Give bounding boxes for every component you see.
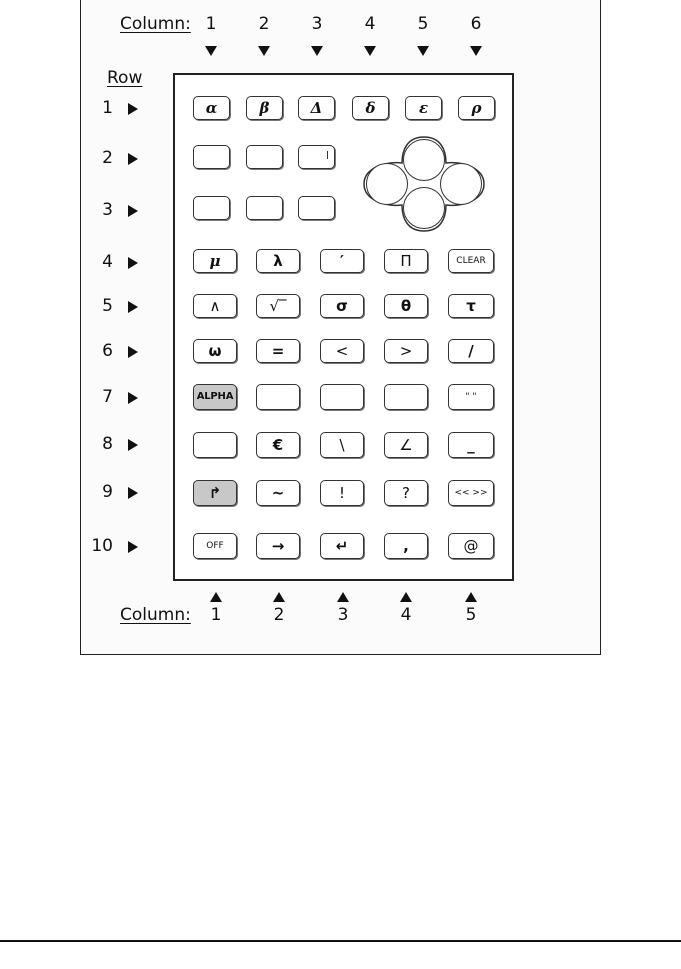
up-arrow-icon (210, 592, 222, 602)
key-label: OFF (206, 540, 224, 551)
key-label: CLEAR (456, 255, 486, 266)
key-label: @ (463, 536, 479, 555)
down-arrow-icon (417, 46, 429, 56)
top-col-num-2: 2 (258, 14, 270, 34)
key-less-than[interactable] (320, 339, 364, 363)
key-label: ! (338, 483, 345, 502)
key-enter[interactable] (320, 533, 364, 559)
right-arrow-icon (128, 392, 138, 404)
key-r2-c2[interactable] (246, 145, 283, 169)
key-alpha[interactable] (193, 384, 237, 410)
key-lambda[interactable] (256, 249, 300, 273)
bottom-col-num-1: 1 (210, 605, 222, 625)
key-euro[interactable] (256, 432, 300, 458)
key-rho[interactable] (458, 96, 495, 120)
row-num-5: 5 (102, 296, 113, 316)
row-num-6: 6 (102, 341, 113, 361)
right-arrow-icon (128, 103, 138, 115)
key-delta-upper[interactable] (298, 96, 335, 120)
key-r3-c2[interactable] (246, 196, 283, 220)
key-mark-icon (327, 151, 328, 159)
key-label: = (271, 341, 285, 360)
key-r2-c1[interactable] (193, 145, 230, 169)
key-tau[interactable] (448, 294, 494, 318)
top-col-num-4: 4 (364, 14, 376, 34)
up-arrow-icon (273, 592, 285, 602)
key-label: θ (400, 296, 412, 315)
key-label: σ (336, 296, 348, 315)
right-arrow-icon (128, 257, 138, 269)
key-exclamation[interactable] (320, 480, 364, 506)
down-arrow-icon (470, 46, 482, 56)
key-label: Δ (310, 98, 323, 117)
key-label: √‾ (269, 296, 287, 315)
key-r8-c1[interactable] (193, 432, 237, 458)
key-r7-c4[interactable] (384, 384, 428, 410)
key-label: α (205, 98, 218, 117)
bottom-col-num-4: 4 (400, 605, 412, 625)
down-arrow-icon (311, 46, 323, 56)
key-sigma[interactable] (320, 294, 364, 318)
key-label: ε (418, 98, 429, 117)
key-epsilon[interactable] (405, 96, 442, 120)
key-right-shift[interactable] (193, 480, 237, 506)
key-alpha-greek[interactable] (193, 96, 230, 120)
row-num-8: 8 (102, 434, 113, 454)
key-label: ′ (340, 251, 344, 270)
top-col-num-1: 1 (205, 14, 217, 34)
down-arrow-icon (258, 46, 270, 56)
top-col-num-5: 5 (417, 14, 429, 34)
key-label: _ (467, 435, 475, 454)
right-arrow-icon (128, 205, 138, 217)
key-wedge[interactable] (193, 294, 237, 318)
key-r2-c3[interactable] (298, 145, 335, 169)
key-label: ↱ (208, 483, 222, 502)
key-equals[interactable] (256, 339, 300, 363)
bottom-col-num-5: 5 (465, 605, 477, 625)
key-at[interactable] (448, 533, 494, 559)
key-pi[interactable] (384, 249, 428, 273)
key-program-brackets[interactable] (448, 480, 494, 506)
key-label: δ (365, 98, 376, 117)
key-label: << >> (454, 487, 488, 498)
key-label: ρ (471, 98, 482, 117)
key-store-arrow[interactable] (256, 533, 300, 559)
direction-pad (362, 135, 486, 233)
key-slash[interactable] (448, 339, 494, 363)
key-label: > (399, 341, 413, 360)
row-num-7: 7 (102, 387, 113, 407)
key-prime[interactable] (320, 249, 364, 273)
key-clear[interactable] (448, 249, 494, 273)
key-label: / (468, 341, 474, 360)
key-off[interactable] (193, 533, 237, 559)
dpad-left-button[interactable] (366, 163, 408, 205)
key-label: μ (209, 251, 221, 270)
key-label: € (272, 435, 284, 454)
top-col-num-6: 6 (470, 14, 482, 34)
key-r7-c3[interactable] (320, 384, 364, 410)
up-arrow-icon (337, 592, 349, 602)
key-r3-c1[interactable] (193, 196, 230, 220)
key-omega[interactable] (193, 339, 237, 363)
key-delta-lower[interactable] (352, 96, 389, 120)
key-label: Π (400, 251, 412, 270)
top-column-label: Column: (120, 14, 191, 34)
right-arrow-icon (128, 541, 138, 553)
key-tilde[interactable] (256, 480, 300, 506)
key-mu[interactable] (193, 249, 237, 273)
key-comma[interactable] (384, 533, 428, 559)
key-sqrt[interactable] (256, 294, 300, 318)
key-question[interactable] (384, 480, 428, 506)
key-label: ∠ (399, 435, 413, 454)
row-num-4: 4 (102, 252, 113, 272)
key-angle[interactable] (384, 432, 428, 458)
right-arrow-icon (128, 487, 138, 499)
bottom-col-num-2: 2 (273, 605, 285, 625)
top-col-num-3: 3 (311, 14, 323, 34)
up-arrow-icon (400, 592, 412, 602)
key-underscore[interactable] (448, 432, 494, 458)
key-backslash[interactable] (320, 432, 364, 458)
key-theta[interactable] (384, 294, 428, 318)
key-beta[interactable] (246, 96, 283, 120)
row-num-2: 2 (102, 148, 113, 168)
key-r3-c3[interactable] (298, 196, 335, 220)
key-quotes[interactable] (448, 384, 494, 410)
key-label: ↵ (335, 536, 349, 555)
right-arrow-icon (128, 153, 138, 165)
key-label: \ (339, 435, 345, 454)
bottom-col-num-3: 3 (337, 605, 349, 625)
key-r7-c2[interactable] (256, 384, 300, 410)
page-footer-rule (0, 940, 681, 942)
down-arrow-icon (205, 46, 217, 56)
up-arrow-icon (465, 592, 477, 602)
key-label: ∧ (209, 296, 221, 315)
bottom-column-label: Column: (120, 605, 191, 625)
right-arrow-icon (128, 439, 138, 451)
right-arrow-icon (128, 346, 138, 358)
key-label: → (271, 536, 285, 555)
dpad-up-button[interactable] (403, 139, 445, 181)
key-label: ~ (271, 483, 285, 502)
key-label: λ (273, 251, 283, 270)
key-label: < (335, 341, 349, 360)
right-arrow-icon (128, 301, 138, 313)
key-label: ? (402, 483, 410, 502)
key-label: τ (466, 296, 476, 315)
key-label: " " (465, 391, 477, 402)
row-num-3: 3 (102, 200, 113, 220)
key-label: , (403, 536, 409, 555)
row-num-10: 10 (91, 536, 113, 556)
row-label: Row (107, 68, 143, 88)
down-arrow-icon (364, 46, 376, 56)
key-label: ALPHA (196, 391, 234, 402)
row-num-9: 9 (102, 482, 113, 502)
key-label: β (259, 98, 270, 117)
dpad-down-button[interactable] (403, 187, 445, 229)
row-num-1: 1 (102, 98, 113, 118)
dpad-right-button[interactable] (440, 163, 482, 205)
key-label: ω (208, 341, 222, 360)
key-greater-than[interactable] (384, 339, 428, 363)
